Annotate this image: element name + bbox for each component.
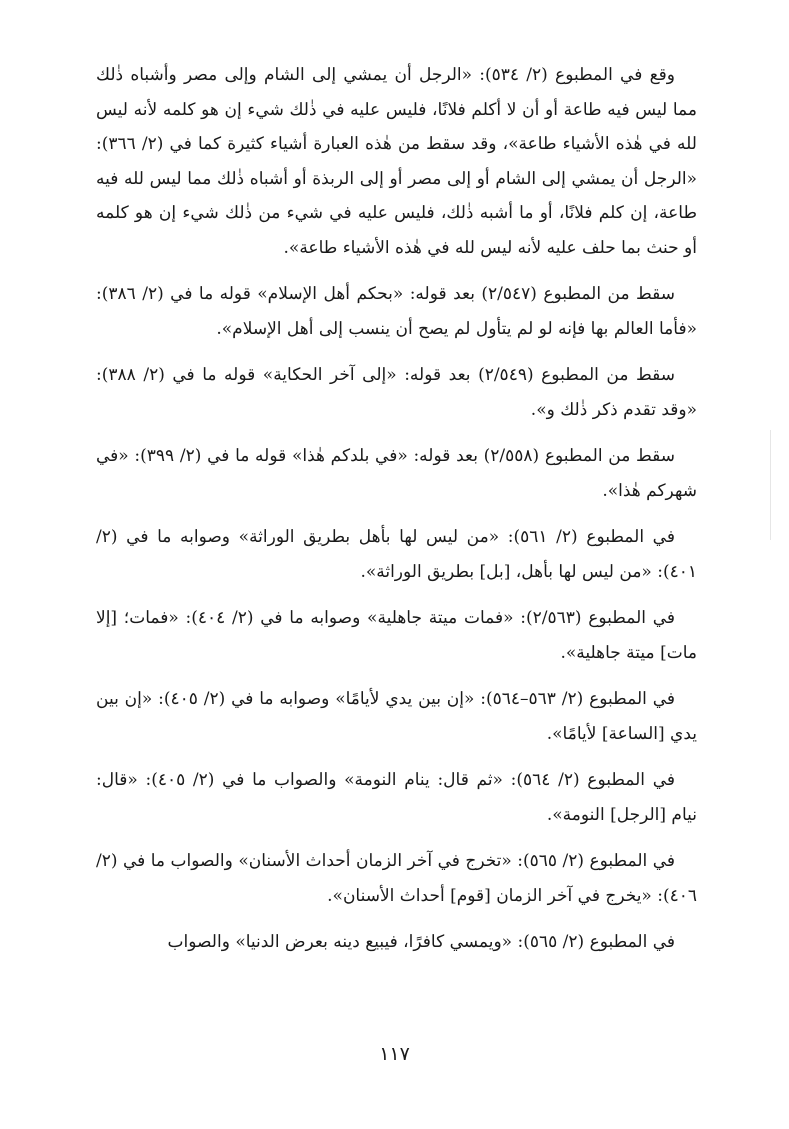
- paragraph-9: في المطبوع (٢/ ٥٦٥): «تخرج في آخر الزمان أحداث الأسنان» والصواب ما في (٢/ ٤٠٦): «يخرج في آخر الزمان [قوم] أحداث الأسنان».: [96, 851, 697, 906]
- paragraph-10: في المطبوع (٢/ ٥٦٥): «ويمسي كافرًا، فيبيع دينه بعرض الدنيا» والصواب: [167, 932, 675, 952]
- paragraph-4: سقط من المطبوع (٢/٥٥٨) بعد قوله: «في بلدكم هٰذا» قوله ما في (٢/ ٣٩٩): «في شهركم هٰذا».: [96, 446, 697, 501]
- paragraph-2: سقط من المطبوع (٢/٥٤٧) بعد قوله: «بحكم أهل الإسلام» قوله ما في (٢/ ٣٨٦): «فأما العالم بها فإنه لو لم يتأول لم يصح أن ينسب إلى أهل الإسلام».: [96, 284, 697, 339]
- scan-margin-mark: [770, 430, 771, 540]
- paragraph-7: في المطبوع (٢/ ٥٦٣–٥٦٤): «إن بين يدي لأيامًا» وصوابه ما في (٢/ ٤٠٥): «إن بين يدي [الساعة] لأيامًا».: [96, 689, 697, 744]
- paragraph-5: في المطبوع (٢/ ٥٦١): «من ليس لها بأهل بطريق الوراثة» وصوابه ما في (٢/ ٤٠١): «من ليس لها بأهل، [بل] بطريق الوراثة».: [96, 527, 697, 582]
- page-number: ١١٧: [379, 1043, 410, 1065]
- paragraph-3: سقط من المطبوع (٢/٥٤٩) بعد قوله: «إلى آخر الحكاية» قوله ما في (٢/ ٣٨٨): «وقد تقدم ذكر ذٰلك و».: [96, 365, 697, 420]
- page-body: [96, 58, 697, 972]
- paragraph-6: في المطبوع (٢/٥٦٣): «فمات ميتة جاهلية» وصوابه ما في (٢/ ٤٠٤): «فمات؛ [إلا مات] ميتة جاهلية».: [96, 608, 697, 663]
- paragraph-8: في المطبوع (٢/ ٥٦٤): «ثم قال: ينام النومة» والصواب ما في (٢/ ٤٠٥): «قال: نيام [الرجل] النومة».: [96, 770, 697, 825]
- paragraph-1: وقع في المطبوع (٢/ ٥٣٤): «الرجل أن يمشي إلى الشام وإلى مصر وأشباه ذٰلك مما ليس فيه طاعة أو أن لا أكلم فلانًا، فليس عليه في ذٰلك شيء إن هو كلمه لأنه ليس لله في هٰذه الأشياء طاعة»، وقد سقط من هٰذه العبارة أشياء كثيرة كما في (٢/ ٣٦٦): «الرجل أن يمشي إلى الشام أو إلى مصر أو إلى الربذة أو أشباه ذٰلك مما ليس لله فيه طاعة، إن كلم فلانًا، أو ما أشبه ذٰلك، فليس عليه في شيء من ذٰلك شيء إن هو كلمه أو حنث بما حلف عليه لأنه ليس لله في هٰذه الأشياء طاعة».: [96, 65, 697, 258]
